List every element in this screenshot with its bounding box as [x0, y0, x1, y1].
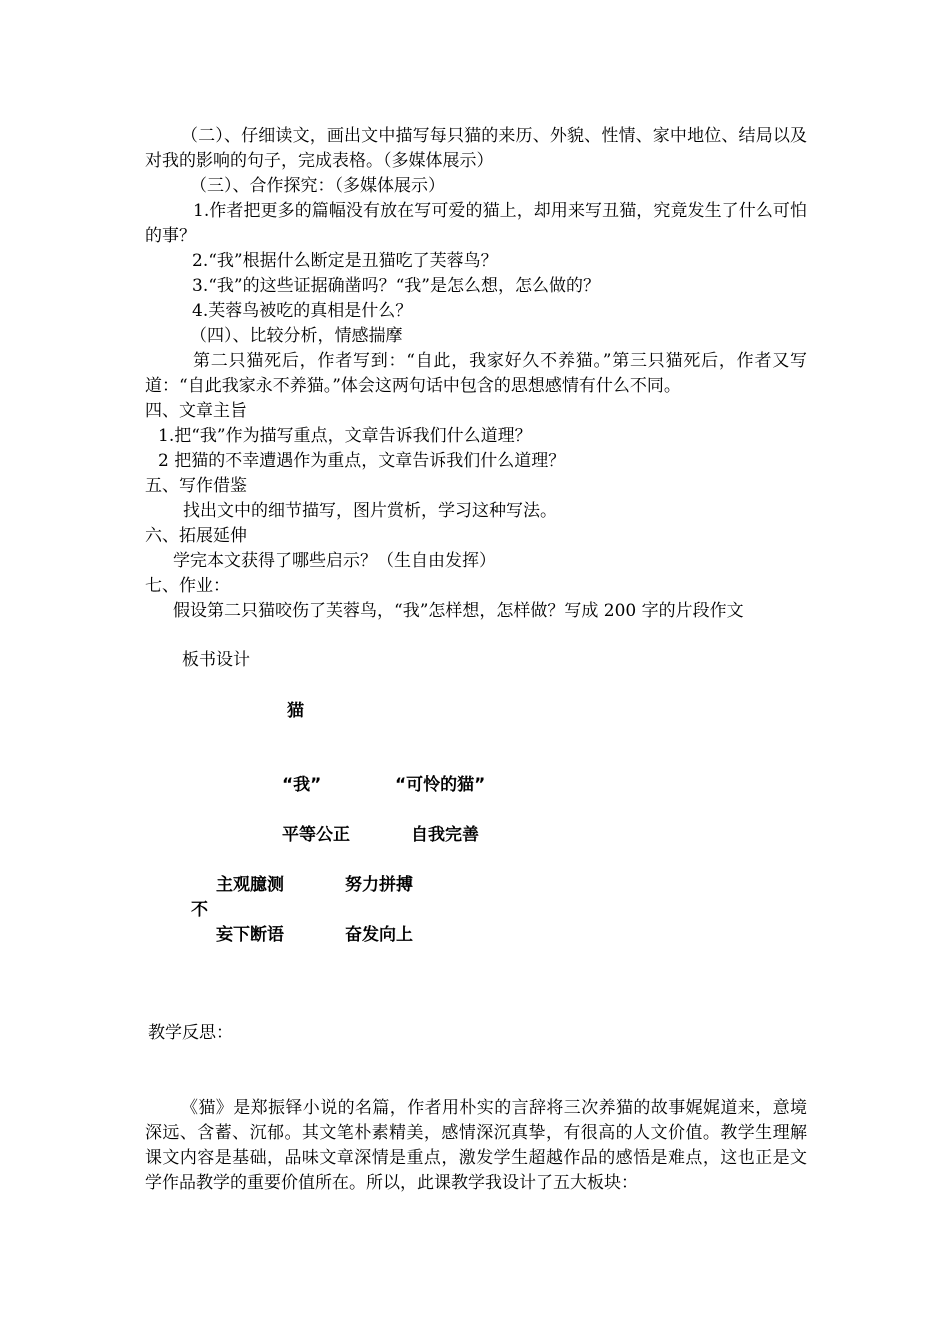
board-row2-right: 努力拼搏: [345, 875, 413, 895]
board-row1-left: 平等公正: [282, 825, 350, 845]
board-not-label: 不: [191, 900, 208, 920]
extension-heading: 六、拓展延伸: [145, 526, 247, 546]
section-three-question-2: 2.“我”根据什么断定是丑猫吃了芙蓉鸟？: [192, 251, 498, 271]
section-three-question-3: 3.“我”的这些证据确凿吗？“我”是怎么想，怎么做的？: [192, 276, 600, 296]
reflection-heading: 教学反思：: [148, 1023, 233, 1043]
section-three-question-4: 4.芙蓉鸟被吃的真相是什么？: [192, 301, 413, 321]
section-four-sub-heading: （四）、比较分析，情感揣摩: [190, 326, 403, 346]
theme-heading: 四、文章主旨: [145, 401, 247, 421]
section-four-sub-paragraph: 第二只猫死后，作者写到：“自此，我家好久不养猫。”第三只猫死后，作者又写道：“自此我家永不养猫。”体会这两句话中包含的思想感情有什么不同。: [145, 351, 807, 396]
theme-question-1: 1.把“我”作为描写重点，文章告诉我们什么道理？: [158, 426, 532, 446]
board-col-left-head: “我”: [282, 775, 322, 795]
section-three-heading: （三）、合作探究：（多媒体展示）: [190, 176, 445, 196]
writing-heading: 五、写作借鉴: [145, 476, 247, 496]
section-three-question-1: 1.作者把更多的篇幅没有放在写可爱的猫上，却用来写丑猫，究竟发生了什么可怕的事？: [145, 201, 807, 246]
board-main-word: 猫: [287, 701, 304, 721]
board-col-right-head: “可怜的猫”: [395, 775, 486, 795]
board-row1-right: 自我完善: [411, 825, 479, 845]
section-two-paragraph: （二）、仔细读文，画出文中描写每只猫的来历、外貌、性情、家中地位、结局以及对我的影响的句子，完成表格。（多媒体展示）: [145, 126, 807, 171]
extension-text: 学完本文获得了哪些启示？（生自由发挥）: [173, 551, 496, 571]
board-row3-right: 奋发向上: [345, 925, 413, 945]
board-row2-left: 主观臆测: [216, 875, 284, 895]
reflection-paragraph: 《猫》是郑振铎小说的名篇，作者用朴实的言辞将三次养猫的故事娓娓道来，意境深远、含蓄、沉郁。其文笔朴素精美，感情深沉真挚，有很高的人文价值。教学生理解课文内容是基础，品味文章深情是重点，激发学生超越作品的感悟是难点，这也正是文学作品教学的重要价值所在。所以，此课教学我设计了五大板块：: [145, 1098, 807, 1193]
board-design-title: 板书设计: [182, 650, 250, 670]
theme-question-2: 2 把猫的不幸遭遇作为重点，文章告诉我们什么道理？: [158, 451, 566, 471]
homework-heading: 七、作业：: [145, 576, 230, 596]
homework-text: 假设第二只猫咬伤了芙蓉鸟，“我”怎样想，怎样做？写成 200 字的片段作文: [173, 601, 744, 621]
board-row3-left: 妄下断语: [216, 925, 284, 945]
writing-text: 找出文中的细节描写，图片赏析，学习这种写法。: [183, 501, 557, 521]
